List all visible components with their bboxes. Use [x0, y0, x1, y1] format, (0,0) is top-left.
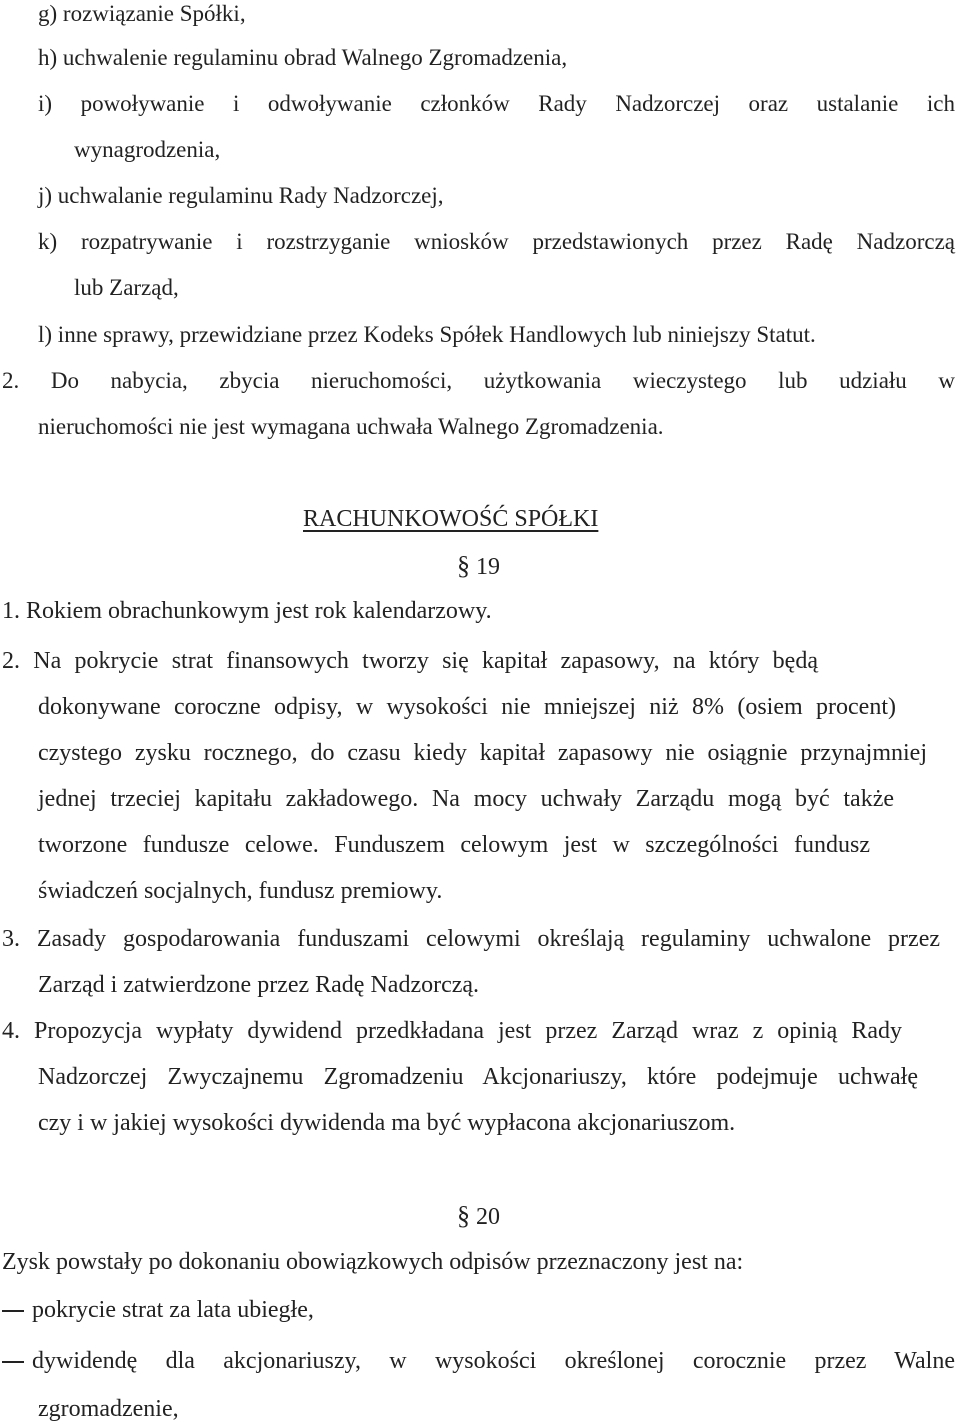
s19-paragraph-2-line3: czystego zysku rocznego, do czasu kiedy kapitał zapasowy nie osiągnie przynajmniej — [38, 740, 927, 766]
s20-bullet-2-line2: zgromadzenie, — [38, 1396, 179, 1422]
s19-paragraph-2-line6: świadczeń socjalnych, fundusz premiowy. — [38, 878, 443, 904]
s19-paragraph-4-line3: czy i w jakiej wysokości dywidenda ma być wypłacona akcjonariuszom. — [38, 1110, 736, 1136]
list-item-i-line1: i) powoływanie i odwoływanie członków Rady Nadzorczej oraz ustalanie ich — [38, 91, 955, 116]
list-item-g: g) rozwiązanie Spółki, — [38, 1, 246, 26]
bullet-text: dywidendę dla akcjonariuszy, w wysokości określonej corocznie przez Walne — [32, 1348, 955, 1374]
dash-bullet-icon — [2, 1361, 24, 1363]
s20-bullet-2-line1 — [2, 1346, 955, 1376]
section-number: 19 — [476, 554, 500, 580]
list-item-i-line2: wynagrodzenia, — [74, 137, 221, 162]
list-item-h: h) uchwalenie regulaminu obrad Walnego Zgromadzenia, — [38, 45, 568, 70]
section-20-marker — [457, 1201, 500, 1232]
s19-paragraph-2-line5: tworzone fundusze celowe. Funduszem celowym jest w szczególności fundusz — [38, 832, 870, 858]
dash-bullet-icon — [2, 1310, 24, 1312]
s19-paragraph-1: 1. Rokiem obrachunkowym jest rok kalendarzowy. — [2, 598, 492, 624]
s19-paragraph-4-line1: 4. Propozycja wypłaty dywidend przedkładana jest przez Zarząd wraz z opinią Rady — [2, 1018, 902, 1044]
s19-paragraph-2-line1: 2. Na pokrycie strat finansowych tworzy się kapitał zapasowy, na który będą — [2, 648, 818, 674]
s20-intro: Zysk powstały po dokonaniu obowiązkowych odpisów przeznaczony jest na: — [2, 1249, 744, 1275]
bullet-text: pokrycie strat za lata ubiegłe, — [32, 1297, 314, 1323]
section-symbol-icon: § — [457, 551, 470, 580]
s19-paragraph-3-line1: 3. Zasady gospodarowania funduszami celowymi określają regulaminy uchwalone przez — [2, 926, 940, 952]
list-item-l: l) inne sprawy, przewidziane przez Kodeks Spółek Handlowych lub niniejszy Statut. — [38, 322, 816, 347]
s20-bullet-1 — [2, 1295, 314, 1325]
list-item-j: j) uchwalanie regulaminu Rady Nadzorczej, — [38, 183, 444, 208]
s19-paragraph-4-line2: Nadzorczej Zwyczajnemu Zgromadzeniu Akcjonariuszy, które podejmuje uchwałę — [38, 1064, 918, 1090]
list-item-k-line1: k) rozpatrywanie i rozstrzyganie wniosków przedstawionych przez Radę Nadzorczą — [38, 229, 955, 254]
section-number: 20 — [476, 1204, 500, 1230]
s19-paragraph-2-line4: jednej trzeciej kapitału zakładowego. Na mocy uchwały Zarządu mogą być także — [38, 786, 894, 812]
s19-paragraph-2-line2: dokonywane coroczne odpisy, w wysokości nie mniejszej niż 8% (osiem procent) — [38, 694, 896, 720]
list-item-k-line2: lub Zarząd, — [74, 275, 179, 300]
section-19-marker — [457, 551, 500, 582]
paragraph-2-line2: nieruchomości nie jest wymagana uchwała Walnego Zgromadzenia. — [38, 414, 664, 439]
s19-paragraph-3-line2: Zarząd i zatwierdzone przez Radę Nadzorczą. — [38, 972, 480, 998]
section-symbol-icon: § — [457, 1201, 470, 1230]
section-heading: RACHUNKOWOŚĆ SPÓŁKI — [303, 506, 599, 532]
paragraph-2-line1: 2. Do nabycia, zbycia nieruchomości, użytkowania wieczystego lub udziału w — [2, 368, 955, 393]
